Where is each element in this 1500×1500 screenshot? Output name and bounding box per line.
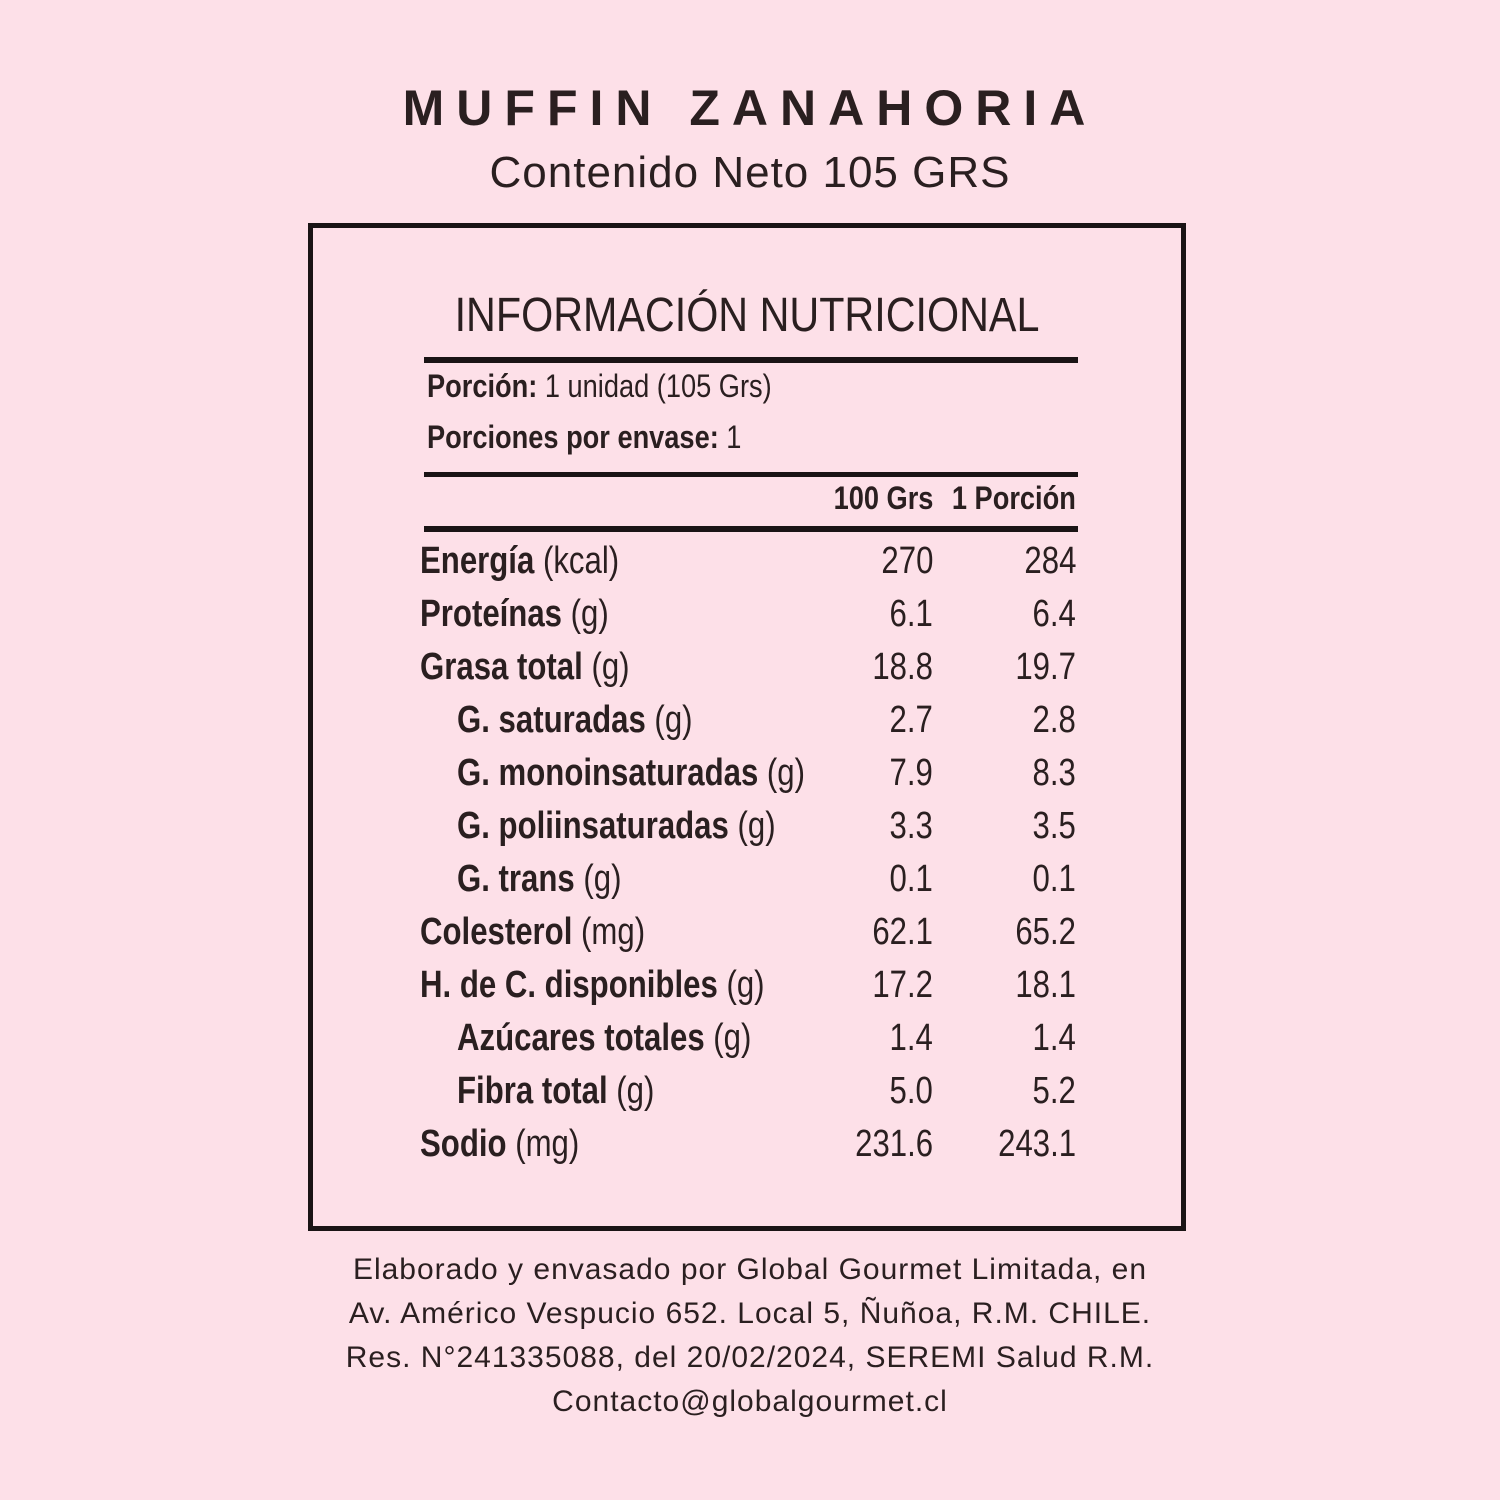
nutrient-row (313, 586, 1181, 639)
contact-email: Contacto@globalgourmet.cl (552, 1385, 948, 1418)
nutrient-row (313, 1116, 1181, 1169)
nutrient-row (313, 1010, 1181, 1063)
value-100g: 231.6 (855, 1123, 933, 1165)
column-header-100g: 100 Grs (833, 480, 933, 516)
nutrient-row (313, 533, 1181, 586)
serving-value: 1 unidad (105 Grs) (537, 368, 772, 404)
nutrient-row (313, 1063, 1181, 1116)
servings-value: 1 (718, 419, 742, 455)
value-100g: 1.4 (889, 1017, 933, 1059)
manufacturer-info (0, 1248, 1500, 1424)
serving-size (427, 366, 772, 406)
value-portion: 1.4 (1032, 1017, 1076, 1059)
nutrient-label: H. de C. disponibles (g) (420, 964, 765, 1006)
footer-line: Elaborado y envasado por Global Gourmet Limitada, en (352, 1253, 1148, 1286)
value-portion: 0.1 (1032, 858, 1076, 900)
nutrient-label: Azúcares totales (g) (457, 1017, 752, 1059)
value-portion: 2.8 (1032, 699, 1076, 741)
column-header-portion: 1 Porción (952, 480, 1076, 516)
value-100g: 0.1 (889, 858, 933, 900)
servings-label: Porciones por envase: (427, 419, 719, 455)
divider (424, 472, 1078, 477)
serving-label: Porción: (427, 368, 538, 404)
nutrient-row (313, 851, 1181, 904)
value-portion: 18.1 (1015, 964, 1076, 1006)
value-100g: 6.1 (889, 593, 933, 635)
footer-line: Res. N°241335088, del 20/02/2024, SEREMI Salud R.M. (345, 1341, 1155, 1374)
nutrient-label: Energía (kcal) (420, 540, 620, 582)
value-100g: 18.8 (872, 646, 933, 688)
panel-title: INFORMACIÓN NUTRICIONAL (454, 289, 1040, 342)
value-100g: 270 (881, 540, 933, 582)
nutrient-row (313, 692, 1181, 745)
value-portion: 284 (1024, 540, 1076, 582)
net-content: Contenido Neto 105 GRS (489, 148, 1011, 197)
nutrient-label: G. monoinsaturadas (g) (457, 752, 806, 794)
nutrient-row (313, 798, 1181, 851)
value-100g: 17.2 (872, 964, 933, 1006)
value-portion: 5.2 (1032, 1070, 1076, 1112)
nutrition-panel (308, 223, 1186, 1231)
value-portion: 19.7 (1015, 646, 1076, 688)
value-100g: 7.9 (889, 752, 933, 794)
value-100g: 3.3 (889, 805, 933, 847)
value-portion: 65.2 (1015, 911, 1076, 953)
value-100g: 5.0 (889, 1070, 933, 1112)
nutrient-label: G. poliinsaturadas (g) (457, 805, 776, 847)
value-100g: 2.7 (889, 699, 933, 741)
nutrient-row (313, 904, 1181, 957)
nutrient-row (313, 745, 1181, 798)
footer-line: Av. Américo Vespucio 652. Local 5, Ñuñoa, R.M. CHILE. (348, 1297, 1152, 1330)
value-portion: 6.4 (1032, 593, 1076, 635)
value-portion: 243.1 (998, 1123, 1076, 1165)
divider (424, 526, 1078, 532)
nutrient-row (313, 639, 1181, 692)
value-portion: 8.3 (1032, 752, 1076, 794)
product-title: MUFFIN ZANAHORIA (402, 80, 1098, 136)
nutrient-label: G. trans (g) (457, 858, 622, 900)
nutrient-label: Proteínas (g) (420, 593, 609, 635)
nutrient-label: Sodio (mg) (420, 1123, 580, 1165)
value-portion: 3.5 (1032, 805, 1076, 847)
nutrient-row (313, 957, 1181, 1010)
divider (424, 357, 1078, 363)
nutrient-label: Grasa total (g) (420, 646, 630, 688)
nutrient-label: Colesterol (mg) (420, 911, 646, 953)
value-100g: 62.1 (872, 911, 933, 953)
nutrient-label: G. saturadas (g) (457, 699, 693, 741)
nutrient-label: Fibra total (g) (457, 1070, 655, 1112)
servings-per-container (427, 417, 741, 457)
